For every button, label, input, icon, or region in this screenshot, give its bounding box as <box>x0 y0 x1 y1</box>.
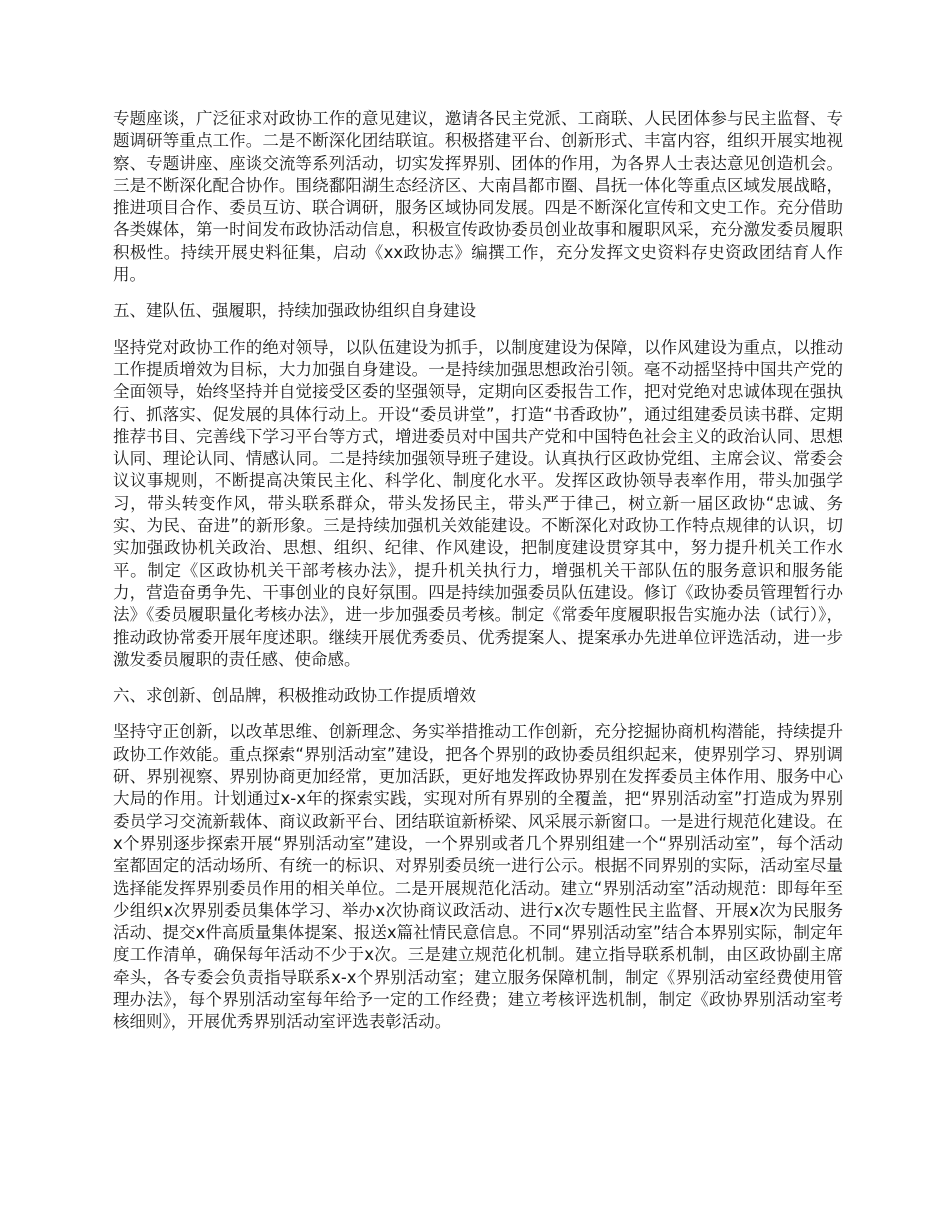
paragraph-liaison-work: 专题座谈，广泛征求对政协工作的意见建议，邀请各民主党派、工商联、人民团体参与民主监督、专题调研等重点工作。二是不断深化团结联谊。积极搭建平台、创新形式、丰富内容，组织开展实地视察、专题讲座、座谈交流等系列活动，切实发挥界别、团体的作用，为各界人士表达意见创造机会。三是不断深化配合协作。围绕鄱阳湖生态经济区、大南昌都市圈、昌抚一体化等重点区域发展战略，推进项目合作、委员互访、联合调研，服务区域协同发展。四是不断深化宣传和文史工作。充分借助各类媒体，第一时间发布政协活动信息，积极宣传政协委员创业故事和履职风采，充分激发委员履职积极性。持续开展史料征集，启动《xx政协志》编撰工作，充分发挥文史资料存史资政团结育人作用。 <box>113 109 843 285</box>
document-page <box>113 108 843 1034</box>
paragraph-innovation: 坚持守正创新，以改革思维、创新理念、务实举措推动工作创新，充分挖掘协商机构潜能，持续提升政协工作效能。重点探索“界别活动室”建设，把各个界别的政协委员组织起来，使界别学习、界别调研、界别视察、界别协商更加经常，更加活跃，更好地发挥政协界别在发挥委员主体作用、服务中心大局的作用。计划通过x-x年的探索实践，实现对所有界别的全覆盖，把“界别活动室”打造成为界别委员学习交流新载体、商议政新平台、团结联谊新桥梁、风采展示新窗口。一是进行规范化建设。在x个界别逐步探索开展“界别活动室”建设，一个界别或者几个界别组建一个“界别活动室”，每个活动室都固定的活动场所、有统一的标识、对界别委员统一进行公示。根据不同界别的实际，活动室尽量选择能发挥界别委员作用的相关单位。二是开展规范化活动。建立“界别活动室”活动规范：即每年至少组织x次界别委员集体学习、举办x次协商议政活动、进行x次专题性民主监督、开展x次为民服务活动、提交x件高质量集体提案、报送x篇社情民意信息。不同“界别活动室”结合本界别实际，制定年度工作清单，确保每年活动不少于x次。三是建立规范化机制。建立指导联系机制，由区政协副主席牵头，各专委会负责指导联系x-x个界别活动室；建立服务保障机制，制定《界别活动室经费使用管理办法》，每个界别活动室每年给予一定的工作经费；建立考核评选机制，制定《政协界别活动室考核细则》，开展优秀界别活动室评选表彰活动。 <box>113 722 843 1032</box>
section-heading-5: 五、建队伍、强履职，持续加强政协组织自身建设 <box>113 301 476 321</box>
section-heading-6: 六、求创新、创品牌，积极推动政协工作提质增效 <box>113 686 476 706</box>
paragraph-team-building: 坚持党对政协工作的绝对领导，以队伍建设为抓手，以制度建设为保障，以作风建设为重点，以推动工作提质增效为目标，大力加强自身建设。一是持续加强思想政治引领。毫不动摇坚持中国共产党的全面领导，始终坚持并自觉接受区委的坚强领导，定期向区委报告工作，把对党绝对忠诚体现在强执行、抓落实、促发展的具体行动上。开设“委员讲堂”，打造“书香政协”，通过组建委员读书群、定期推荐书目、完善线下学习平台等方式，增进委员对中国共产党和中国特色社会主义的政治认同、思想认同、理论认同、情感认同。二是持续加强领导班子建设。认真执行区政协党组、主席会议、常委会议议事规则，不断提高决策民主化、科学化、制度化水平。发挥区政协领导表率作用，带头加强学习，带头转变作风，带头联系群众，带头发扬民主，带头严于律己，树立新一届区政协“忠诚、务实、为民、奋进”的新形象。三是持续加强机关效能建设。不断深化对政协工作特点规律的认识，切实加强政协机关政治、思想、组织、纪律、作风建设，把制度建设贯穿其中，努力提升机关工作水平。制定《区政协机关干部考核办法》，提升机关执行力，增强机关干部队伍的服务意识和服务能力，营造奋勇争先、干事创业的良好氛围。四是持续加强委员队伍建设。修订《政协委员管理暂行办法》《委员履职量化考核办法》，进一步加强委员考核。制定《常委年度履职报告实施办法（试行）》，推动政协常委开展年度述职。继续开展优秀委员、优秀提案人、提案承办先进单位评选活动，进一步激发委员履职的责任感、使命感。 <box>113 337 843 669</box>
